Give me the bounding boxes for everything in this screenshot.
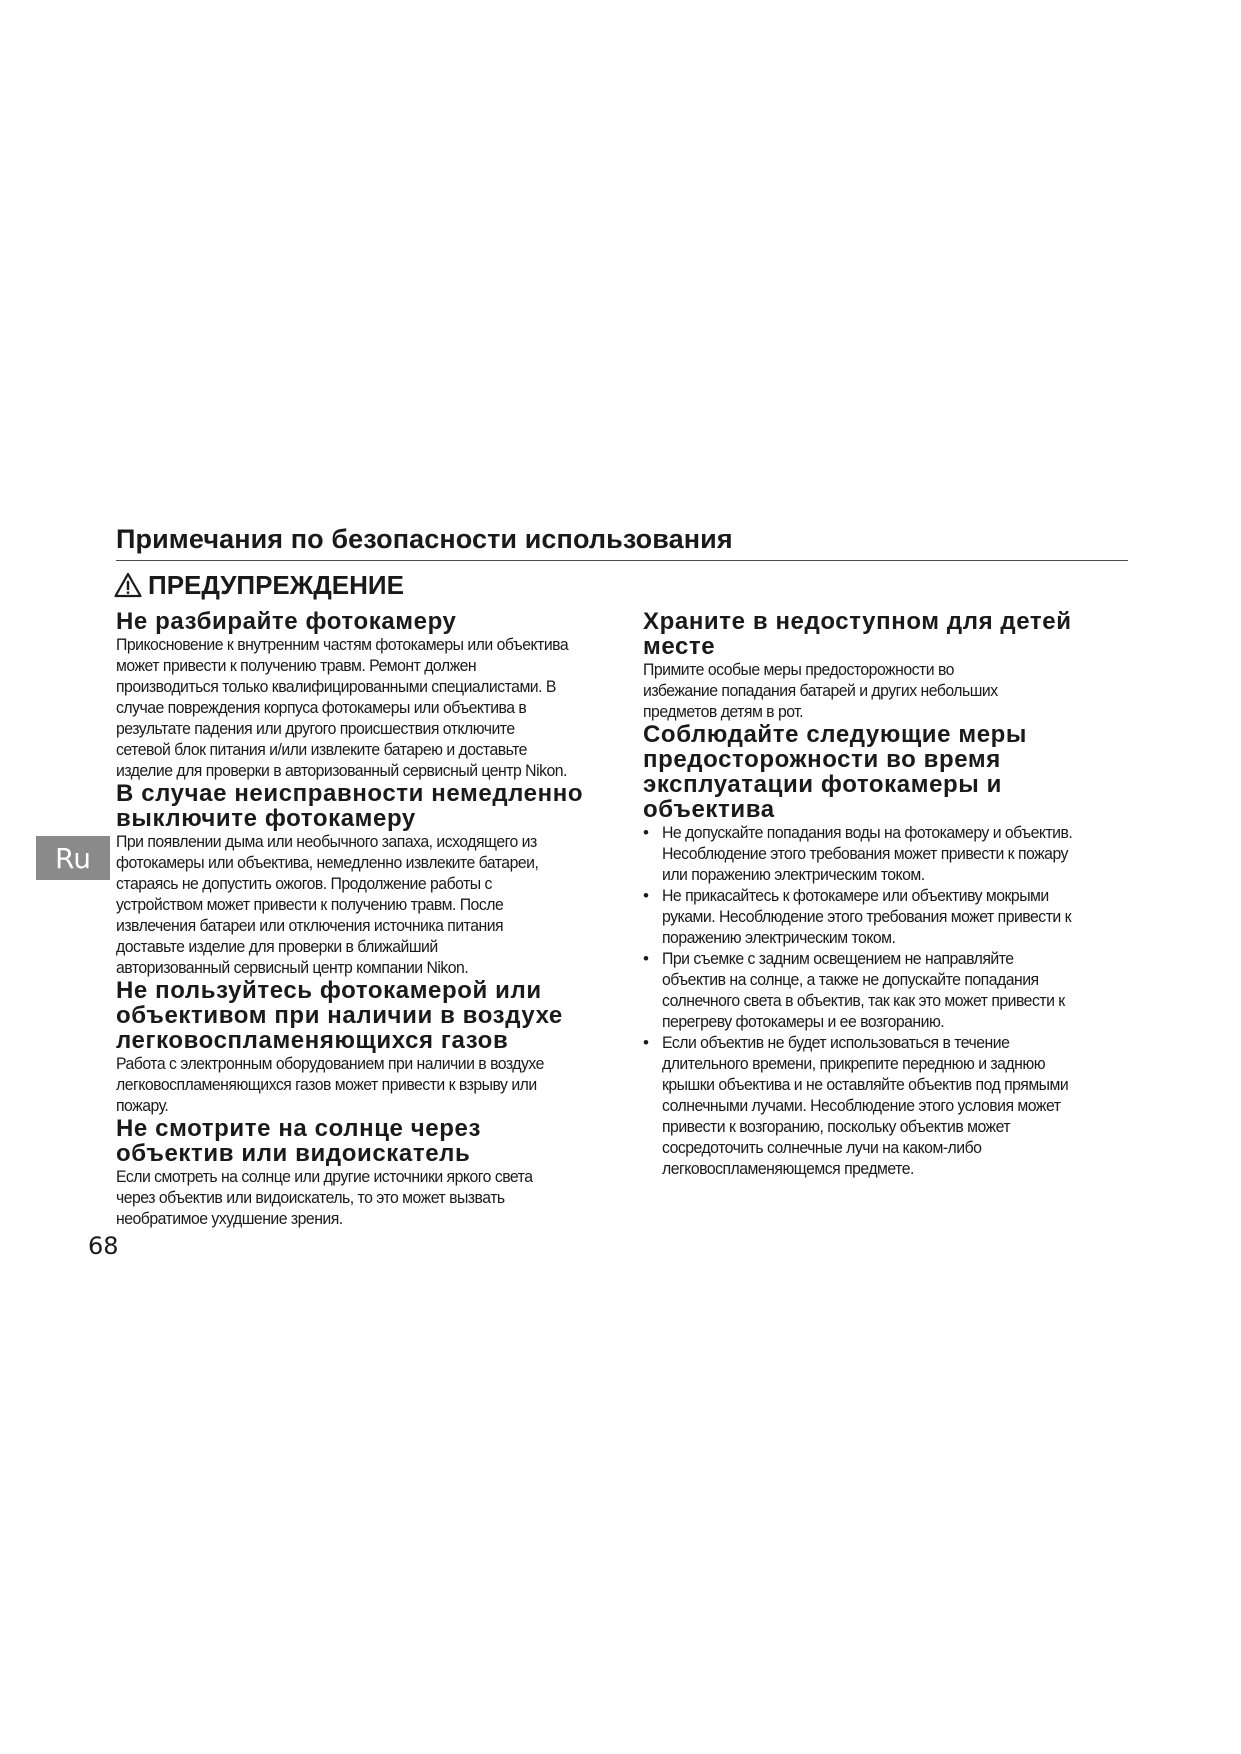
list-item <box>643 948 1133 1032</box>
left-column <box>116 609 606 1229</box>
list-item <box>643 1032 1133 1179</box>
warning-header <box>114 567 404 603</box>
right-column <box>643 609 1133 1179</box>
bullet-icon: • <box>643 949 649 968</box>
bullet-icon: • <box>643 1033 649 1052</box>
language-tab: Ru <box>36 836 110 880</box>
section-malfunction <box>116 781 606 978</box>
warning-label: ПРЕДУПРЕЖДЕНИЕ <box>148 569 404 600</box>
list-item-text: Не допускайте попадания воды на фотокамеру и объектив. Несоблюдение этого требования может привести к пожару или поражению электрическим током. <box>662 823 1073 884</box>
section-heading: Не разбирайте фотокамеру <box>116 608 457 635</box>
precaution-list <box>643 822 1133 1179</box>
bullet-icon: • <box>643 823 649 842</box>
list-item-text: Не прикасайтесь к фотокамере или объективу мокрыми руками. Несоблюдение этого требования может привести к поражению электрическим током. <box>662 886 1072 947</box>
list-item <box>643 885 1133 948</box>
section-heading: Храните в недоступном для детей месте <box>643 608 1072 660</box>
section-heading: В случае неисправности немедленно выключите фотокамеру <box>116 780 584 832</box>
page-number: 68 <box>88 1232 119 1260</box>
section-text: Если смотреть на солнце или другие источники яркого света через объектив или видоискатель, то это может вызвать необратимое ухудшение зрения. <box>116 1167 533 1228</box>
title-divider <box>116 560 1128 561</box>
list-item-text: Если объектив не будет использоваться в течение длительного времени, прикрепите переднюю и заднюю крышки объектива и не оставляйте объектив под прямыми солнечными лучами. Несоблюдение этого условия может привести к возгоранию, поскольку объектив может сосредоточить солнечные лучи на каком-либо легковоспламеняющемся предмете. <box>662 1033 1069 1178</box>
section-handling-precautions <box>643 722 1133 1179</box>
section-keep-from-children <box>643 609 1133 722</box>
section-text: Работа с электронным оборудованием при наличии в воздухе легковоспламеняющихся газов может привести к взрыву или пожару. <box>116 1054 544 1115</box>
section-text: Примите особые меры предосторожности во избежание попадания батарей и других небольших предметов детям в рот. <box>643 660 998 721</box>
section-flammable-gas <box>116 978 606 1116</box>
section-heading: Не смотрите на солнце через объектив или видоискатель <box>116 1115 481 1167</box>
page-title: Примечания по безопасности использования <box>116 524 733 554</box>
warning-triangle-icon <box>114 572 142 598</box>
list-item-text: При съемке с задним освещением не направляйте объектив на солнце, а также не допускайте попадания солнечного света в объектив, так как это может привести к перегреву фотокамеры и ее возгоранию. <box>662 949 1065 1031</box>
section-text: При появлении дыма или необычного запаха, исходящего из фотокамеры или объектива, немедленно извлеките батареи, стараясь не допустить ожогов. Продолжение работы с устройством может привести к получению травм. После извлечения батареи или отключения источника питания доставьте изделие для проверки в ближайший авторизованный сервисный центр компании Nikon. <box>116 832 539 977</box>
bullet-icon: • <box>643 886 649 905</box>
section-no-disassembly <box>116 609 606 781</box>
section-text: Прикосновение к внутренним частям фотокамеры или объектива может привести к получению травм. Ремонт должен производиться только квалифицированными специалистами. В случае повреждения корпуса фотокамеры или объектива в результате падения или другого происшествия отключите сетевой блок питания и/или извлеките батарею и доставьте изделие для проверки в авторизованный сервисный центр Nikon. <box>116 635 569 780</box>
section-heading: Не пользуйтесь фотокамерой или объективом при наличии в воздухе легковоспламеняющихся газов <box>116 977 563 1054</box>
section-sun-viewing <box>116 1116 606 1229</box>
section-heading: Соблюдайте следующие меры предосторожности во время эксплуатации фотокамеры и объектива <box>643 721 1028 823</box>
list-item <box>643 822 1133 885</box>
